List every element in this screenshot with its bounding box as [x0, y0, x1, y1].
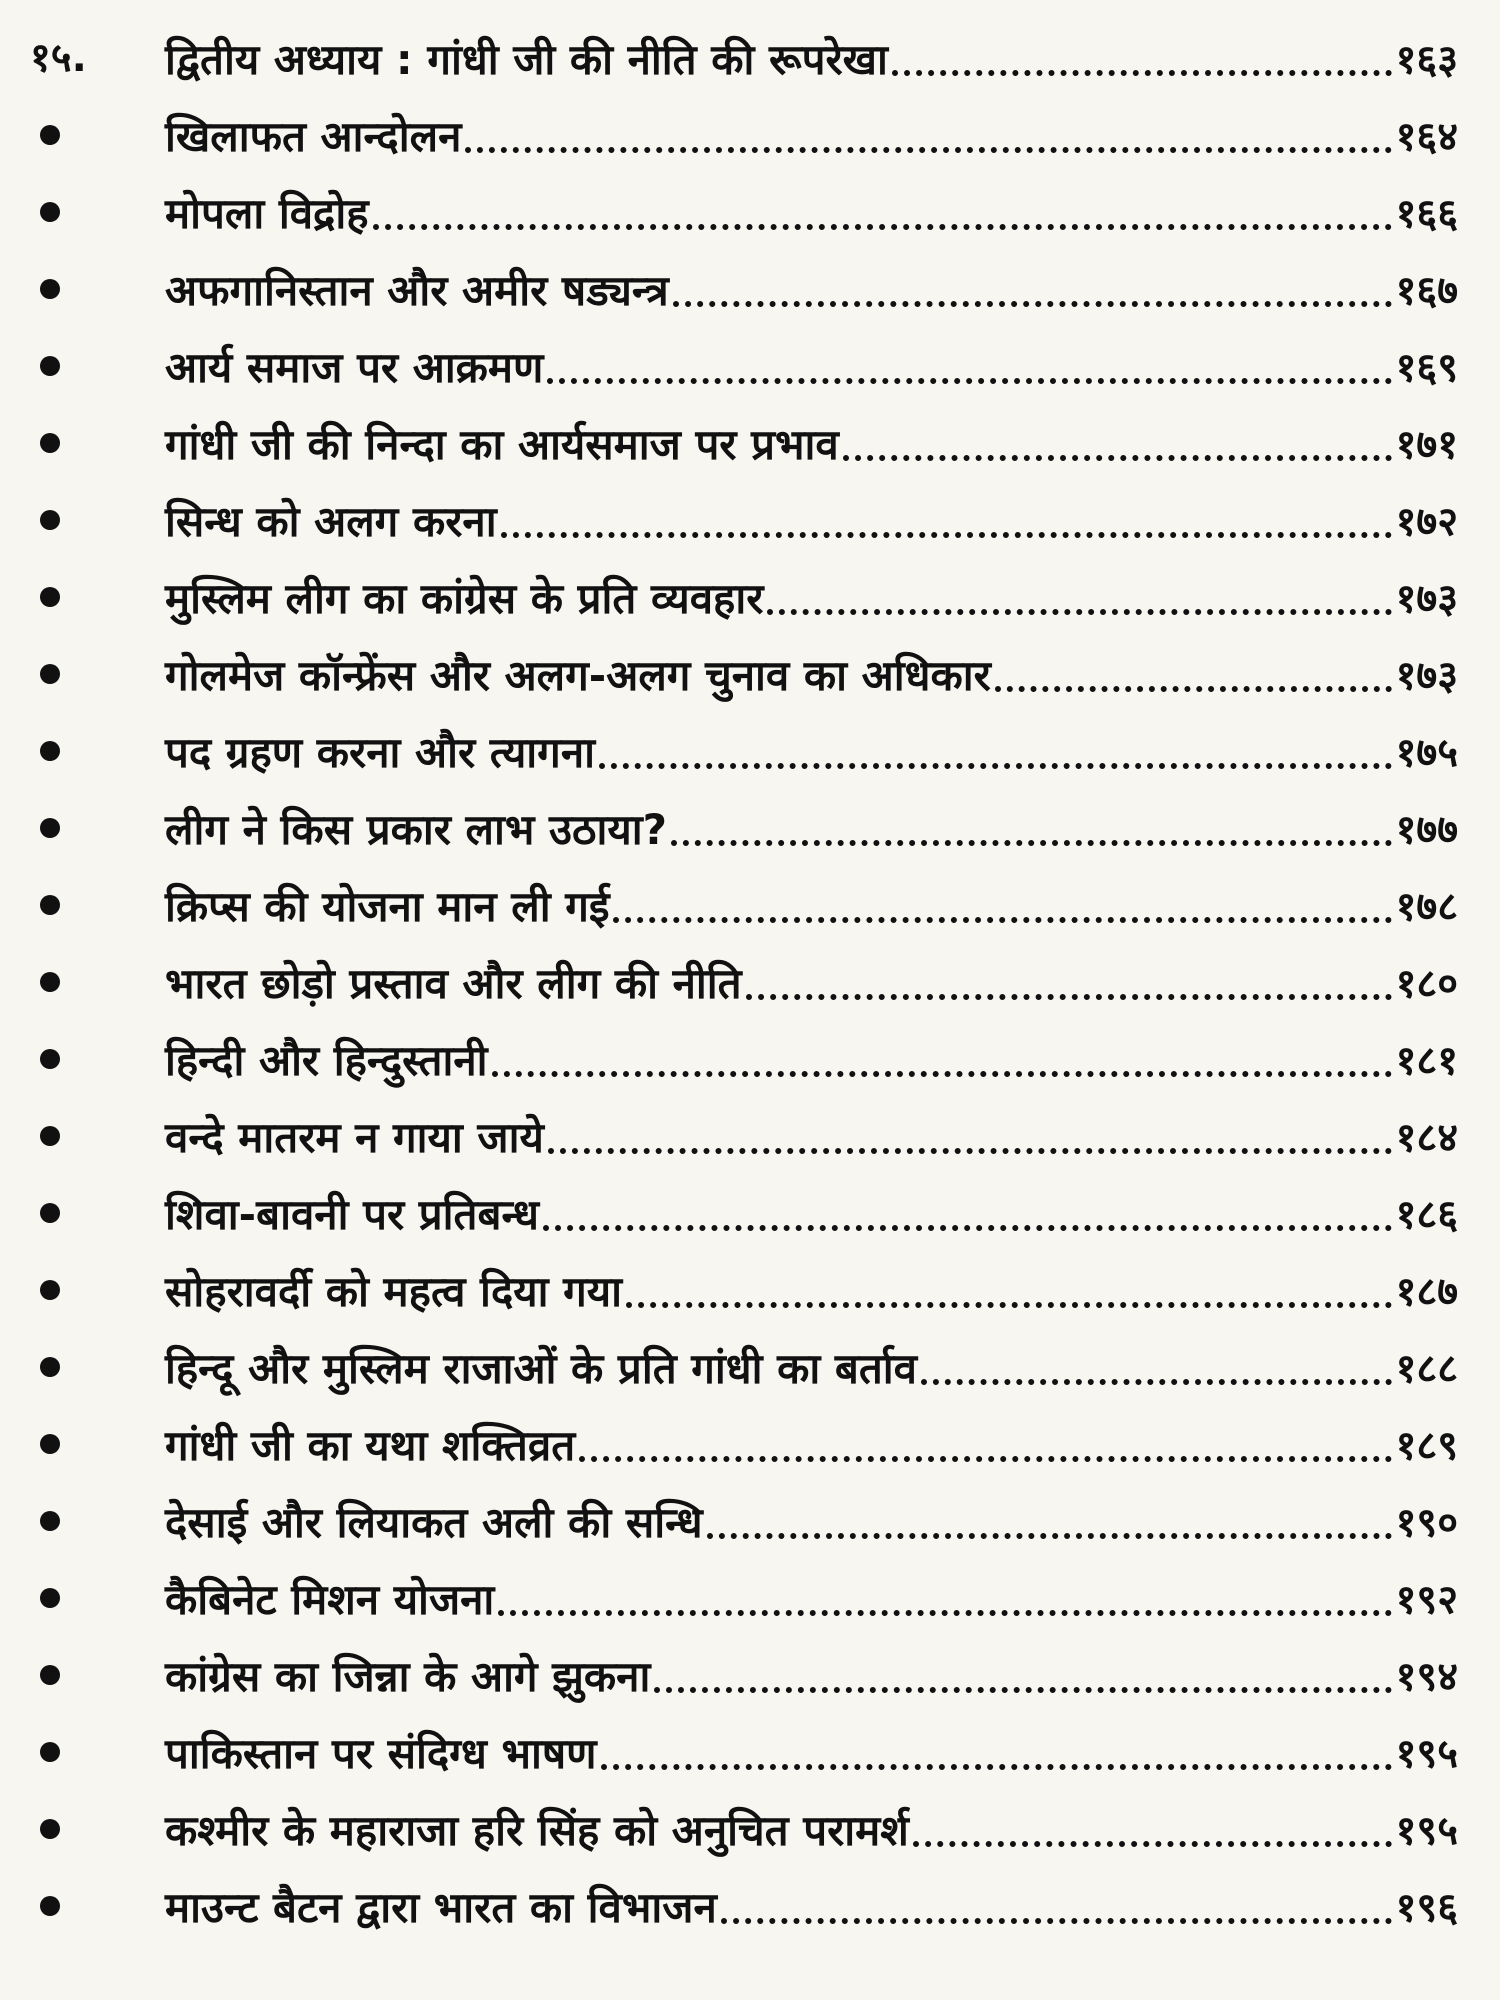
- bullet-icon: [40, 664, 60, 684]
- entry-title: माउन्ट बैटन द्वारा भारत का विभाजन: [165, 1883, 717, 1932]
- bullet-icon: [40, 1896, 60, 1916]
- entry-title: कश्मीर के महाराजा हरि सिंह को अनुचित परामर्श: [165, 1806, 909, 1855]
- entry-title: मुस्लिम लीग का कांग्रेस के प्रति व्यवहार: [165, 574, 764, 623]
- dot-leader: [501, 532, 1392, 538]
- dot-leader: [671, 840, 1392, 846]
- toc-entry-row: [0, 482, 1500, 559]
- entry-page-number: १९५: [1395, 1808, 1458, 1854]
- entry-page-number: १७२: [1395, 499, 1458, 545]
- chapter-page-number: १६३: [1395, 37, 1458, 83]
- chapter-number: १५.: [30, 35, 87, 81]
- bullet-icon: [40, 356, 60, 376]
- entry-title: गांधी जी का यथा शक्तिव्रत: [165, 1421, 576, 1470]
- toc-line: [165, 1493, 1458, 1549]
- dot-leader: [498, 1610, 1391, 1616]
- toc-line: [165, 338, 1458, 394]
- dot-leader: [579, 1456, 1391, 1462]
- bullet-icon: [40, 1511, 60, 1531]
- toc-line: [165, 107, 1458, 163]
- toc-entry-row: [0, 1175, 1500, 1252]
- toc-line: [165, 1647, 1458, 1703]
- dot-leader: [892, 70, 1392, 76]
- toc-entry-row: [0, 1252, 1500, 1329]
- entry-page-number: १८१: [1395, 1038, 1458, 1084]
- entry-page-number: १९२: [1395, 1577, 1458, 1623]
- toc-entry-row: [0, 1560, 1500, 1637]
- toc-line: [165, 1031, 1458, 1087]
- toc-line: [165, 954, 1458, 1010]
- toc-line: [165, 1262, 1458, 1318]
- toc-entry-row: [0, 1098, 1500, 1175]
- entry-title: वन्दे मातरम न गाया जाये: [165, 1113, 544, 1162]
- bullet-icon: [40, 1434, 60, 1454]
- dot-leader: [601, 1764, 1392, 1770]
- entry-title: क्रिप्स की योजना मान ली गई: [165, 882, 610, 931]
- entry-page-number: १७१: [1395, 422, 1458, 468]
- bullet-icon: [40, 125, 60, 145]
- entry-title: कैबिनेट मिशन योजना: [165, 1575, 495, 1624]
- toc-line: [165, 30, 1458, 86]
- dot-leader: [548, 1148, 1392, 1154]
- bullet-icon: [40, 1588, 60, 1608]
- bullet-icon: [40, 279, 60, 299]
- dot-leader: [465, 147, 1391, 153]
- bullet-icon: [40, 433, 60, 453]
- bullet-icon: [40, 972, 60, 992]
- entry-page-number: १७८: [1395, 884, 1458, 930]
- dot-leader: [547, 378, 1391, 384]
- entry-title: भारत छोड़ो प्रस्ताव और लीग की नीति: [165, 959, 742, 1008]
- dot-leader: [373, 224, 1392, 230]
- dot-leader: [492, 1071, 1392, 1077]
- entry-page-number: १८६: [1395, 1192, 1458, 1238]
- toc-line: [165, 646, 1458, 702]
- toc-entry-row: [0, 1406, 1500, 1483]
- toc-chapter-row: [0, 20, 1500, 97]
- dot-leader: [654, 1687, 1391, 1693]
- bullet-icon: [40, 587, 60, 607]
- toc-entry-row: [0, 1791, 1500, 1868]
- entry-page-number: १८८: [1395, 1346, 1458, 1392]
- dot-leader: [843, 455, 1392, 461]
- toc-line: [165, 1339, 1458, 1395]
- entry-title: सोहरावर्दी को महत्व दिया गया: [165, 1267, 622, 1316]
- toc-entry-row: [0, 1021, 1500, 1098]
- dot-leader: [995, 686, 1392, 692]
- toc-entry-row: [0, 1483, 1500, 1560]
- entry-page-number: १८०: [1395, 961, 1458, 1007]
- entry-page-number: १८९: [1395, 1423, 1458, 1469]
- toc-entry-row: [0, 1637, 1500, 1714]
- table-of-contents: [0, 20, 1500, 1945]
- toc-entry-row: [0, 1714, 1500, 1791]
- entry-page-number: १७५: [1395, 730, 1458, 776]
- toc-entry-row: [0, 1329, 1500, 1406]
- bullet-icon: [40, 741, 60, 761]
- bullet-icon: [40, 818, 60, 838]
- bullet-icon: [40, 1126, 60, 1146]
- entry-page-number: १८४: [1395, 1115, 1458, 1161]
- toc-entry-row: [0, 97, 1500, 174]
- toc-entries: [0, 97, 1500, 1945]
- entry-title: लीग ने किस प्रकार लाभ उठाया?: [165, 805, 667, 854]
- dot-leader: [543, 1225, 1392, 1231]
- toc-line: [165, 800, 1458, 856]
- bullet-icon: [40, 1819, 60, 1839]
- toc-line: [165, 415, 1458, 471]
- entry-title: मोपला विद्रोह: [165, 189, 369, 238]
- dot-leader: [721, 1918, 1392, 1924]
- entry-page-number: १६६: [1395, 191, 1458, 237]
- bullet-icon: [40, 1742, 60, 1762]
- entry-title: आर्य समाज पर आक्रमण: [165, 343, 544, 392]
- toc-entry-row: [0, 636, 1500, 713]
- entry-title: पाकिस्तान पर संदिग्ध भाषण: [165, 1729, 597, 1778]
- bullet-icon: [40, 1357, 60, 1377]
- entry-page-number: १६७: [1395, 268, 1458, 314]
- dot-leader: [613, 917, 1391, 923]
- dot-leader: [599, 763, 1392, 769]
- toc-line: [165, 1185, 1458, 1241]
- entry-title: पद ग्रहण करना और त्यागना: [165, 728, 596, 777]
- entry-title: खिलाफत आन्दोलन: [165, 112, 462, 161]
- entry-page-number: १९४: [1395, 1654, 1458, 1700]
- entry-title: हिन्दी और हिन्दुस्तानी: [165, 1036, 488, 1085]
- toc-entry-row: [0, 713, 1500, 790]
- entry-page-number: १७३: [1395, 576, 1458, 622]
- entry-title: हिन्दू और मुस्लिम राजाओं के प्रति गांधी का बर्ताव: [165, 1344, 918, 1393]
- entry-page-number: १७३: [1395, 653, 1458, 699]
- entry-page-number: १६९: [1395, 345, 1458, 391]
- bullet-icon: [40, 895, 60, 915]
- entry-page-number: १९६: [1395, 1885, 1458, 1931]
- toc-line: [165, 1108, 1458, 1164]
- entry-title: शिवा-बावनी पर प्रतिबन्ध: [165, 1190, 539, 1239]
- bullet-icon: [40, 510, 60, 530]
- entry-title: कांग्रेस का जिन्ना के आगे झुकना: [165, 1652, 651, 1701]
- toc-line: [165, 1570, 1458, 1626]
- toc-line: [165, 184, 1458, 240]
- dot-leader: [913, 1841, 1392, 1847]
- toc-entry-row: [0, 405, 1500, 482]
- toc-entry-row: [0, 174, 1500, 251]
- toc-entry-row: [0, 559, 1500, 636]
- toc-line: [165, 569, 1458, 625]
- entry-title: देसाई और लियाकत अली की सन्धि: [165, 1498, 703, 1547]
- toc-entry-row: [0, 1868, 1500, 1945]
- toc-line: [165, 877, 1458, 933]
- dot-leader: [673, 301, 1392, 307]
- entry-page-number: १९०: [1395, 1500, 1458, 1546]
- entry-page-number: १७७: [1395, 807, 1458, 853]
- dot-leader: [746, 994, 1392, 1000]
- bullet-icon: [40, 202, 60, 222]
- toc-line: [165, 1416, 1458, 1472]
- dot-leader: [626, 1302, 1392, 1308]
- bullet-icon: [40, 1665, 60, 1685]
- entry-title: अफगानिस्तान और अमीर षड्यन्त्र: [165, 266, 669, 315]
- entry-page-number: १९५: [1395, 1731, 1458, 1777]
- bullet-icon: [40, 1049, 60, 1069]
- toc-line: [165, 492, 1458, 548]
- toc-entry-row: [0, 790, 1500, 867]
- toc-line: [165, 261, 1458, 317]
- toc-line: [165, 1878, 1458, 1934]
- toc-line: [165, 1724, 1458, 1780]
- toc-entry-row: [0, 251, 1500, 328]
- entry-title: गोलमेज कॉन्फ्रेंस और अलग-अलग चुनाव का अधिकार: [165, 651, 991, 700]
- toc-line: [165, 1801, 1458, 1857]
- toc-entry-row: [0, 328, 1500, 405]
- dot-leader: [921, 1379, 1392, 1385]
- entry-page-number: १८७: [1395, 1269, 1458, 1315]
- bullet-icon: [40, 1280, 60, 1300]
- entry-title: सिन्ध को अलग करना: [165, 497, 497, 546]
- entry-page-number: १६४: [1395, 114, 1458, 160]
- toc-entry-row: [0, 944, 1500, 1021]
- toc-entry-row: [0, 867, 1500, 944]
- bullet-icon: [40, 1203, 60, 1223]
- entry-title: गांधी जी की निन्दा का आर्यसमाज पर प्रभाव: [165, 420, 839, 469]
- dot-leader: [707, 1533, 1392, 1539]
- dot-leader: [767, 609, 1391, 615]
- toc-line: [165, 723, 1458, 779]
- chapter-title: द्वितीय अध्याय : गांधी जी की नीति की रूपरेखा: [165, 35, 888, 84]
